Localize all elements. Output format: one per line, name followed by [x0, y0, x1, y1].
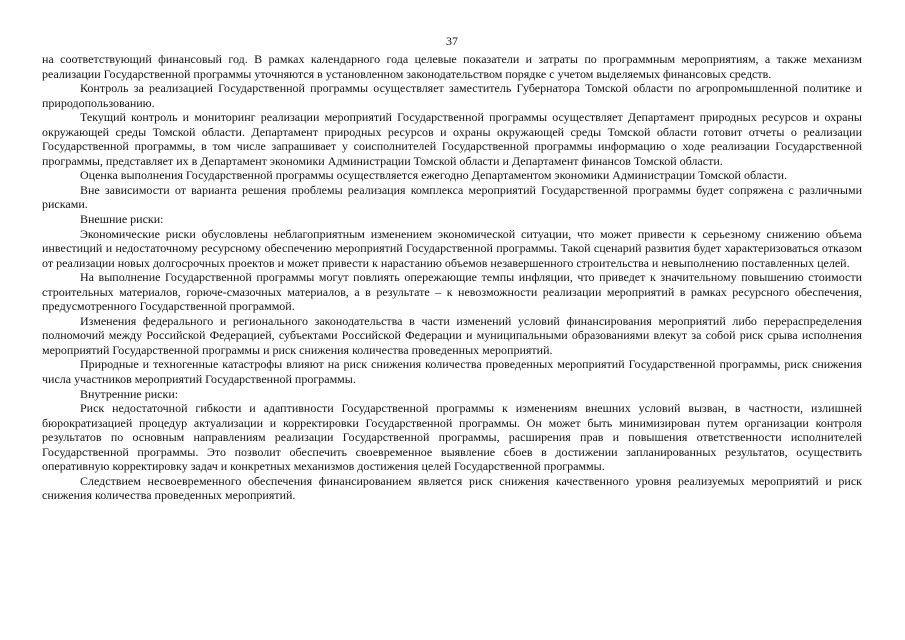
paragraph-funding-risks: Следствием несвоевременного обеспечения финансированием является риск снижения качественного уровня реализуемых мероприятий и риск снижения количества проведенных мероприятий.: [42, 473, 862, 503]
paragraph-legislation-risks: Изменения федерального и регионального законодательства в части изменений условий финансирования мероприятий либо перераспределения полномочий между Российской Федерацией, субъектами Российской Федерации и муниципальными образованиями влекут за собой риск срыва исполнения мероприятий Государственной программы и риск снижения количества проведенных мероприятий.: [42, 313, 862, 357]
paragraph-monitoring: Текущий контроль и мониторинг реализации мероприятий Государственной программы осуществляет Департамент природных ресурсов и охраны окружающей среды Томской области. Департамент природных ресурсов и охраны окружающей среды Томской области готовит отчеты о реализации Государственной программы, в том числе запрашивает у соисполнителей Государственной программы информацию о ходе реализации Государственной программы, представляет их в Департамент экономики Администрации Томской области и Департамент финансов Томской области.: [42, 110, 862, 168]
paragraph-inflation-risks: На выполнение Государственной программы могут повлиять опережающие темпы инфляции, что приведет к значительному повышению стоимости строительных материалов, горюче-смазочных материалов, а в результате – к невозможности реализации мероприятий в рамках ресурсного обеспечения, предусмотренного Государственной программой.: [42, 270, 862, 314]
paragraph-risks-intro: Вне зависимости от варианта решения проблемы реализация комплекса мероприятий Государственной программы будет сопряжена с различными рисками.: [42, 182, 862, 212]
heading-external-risks: Внешние риски:: [80, 212, 164, 227]
paragraph-catastrophe-risks: Природные и техногенные катастрофы влияют на риск снижения количества проведенных мероприятий Государственной программы, риск снижения числа участников мероприятий Государственной программы.: [42, 357, 862, 387]
paragraph-economic-risks: Экономические риски обусловлены неблагоприятным изменением экономической ситуации, что может привести к серьезному снижению объема инвестиций и недостаточному ресурсному обеспечению мероприятий Государственной программы. Такой сценарий развития будет характеризоваться отказом от реализации новых долгосрочных проектов и может привести к нарастанию объемов незавершенного строительства и невыполнению поставленных целей.: [42, 226, 862, 270]
paragraph-continuation: на соответствующий финансовый год. В рамках календарного года целевые показатели и затраты по программным мероприятиям, а также механизм реализации Государственной программы уточняются в установленном законодательством порядке с учетом выделяемых финансовых средств.: [42, 52, 862, 81]
document-page: [42, 0, 862, 503]
heading-internal-risks: Внутренние риски:: [80, 386, 179, 401]
page-number: 37: [446, 34, 458, 48]
paragraph-flexibility-risks: Риск недостаточной гибкости и адаптивности Государственной программы к изменениям внешних условий вызван, в частности, излишней бюрократизацией процедур актуализации и корректировки Государственной программы. Он может быть минимизирован путем организации контроля результатов по основным направлениям реализации Государственной программы, расширения прав и повышения ответственности исполнителей Государственной программы. Это позволит обеспечить своевременное выявление сбоев в достижении запланированных результатов, осуществить оперативную корректировку задач и конкретных механизмов достижения целей Государственной программы.: [42, 401, 862, 474]
paragraph-control: Контроль за реализацией Государственной программы осуществляет заместитель Губернатора Томской области по агропромышленной политике и природопользованию.: [42, 81, 862, 110]
paragraph-evaluation: Оценка выполнения Государственной программы осуществляется ежегодно Департаментом экономики Администрации Томской области.: [80, 168, 788, 183]
document-body: [42, 52, 862, 503]
